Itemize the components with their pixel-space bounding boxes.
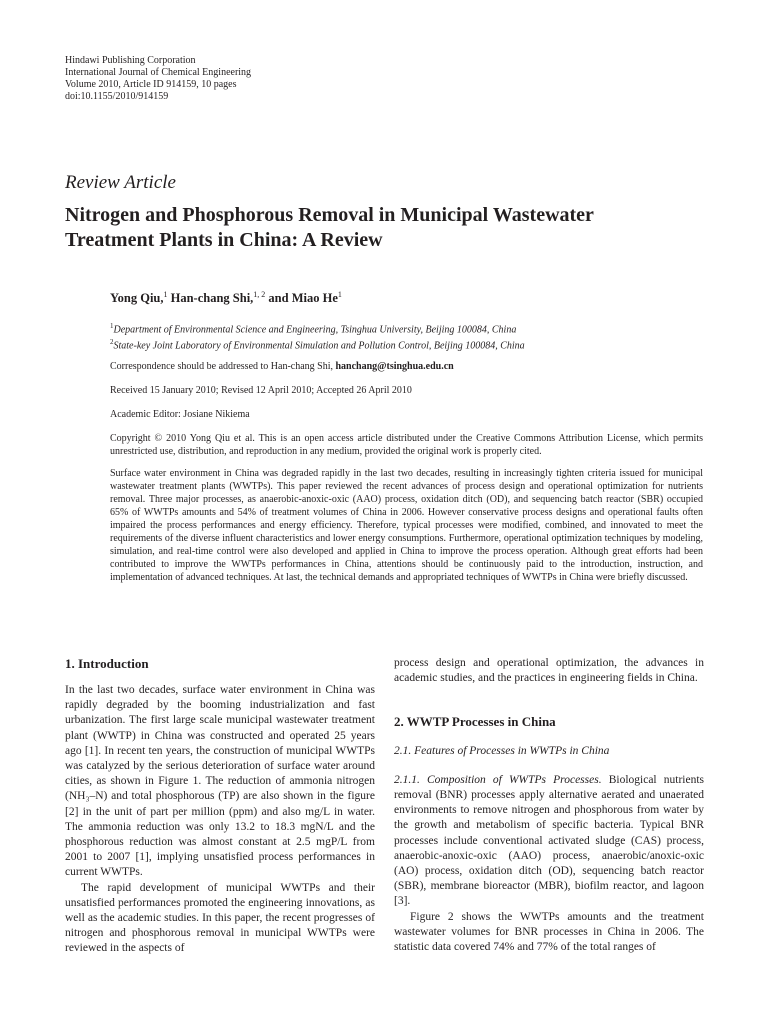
article-type: Review Article — [65, 172, 176, 193]
subsection-2-1-heading: 2.1. Features of Processes in WWTPs in China — [394, 744, 610, 757]
intro-paragraph-2: The rapid development of municipal WWTPs and their unsatisfied performances promoted the engineering innovations, as well as the academic studies. In this paper, the recent progresses of nitrogen and phosphorous removal in municipal WWTPs were reviewed in the aspects of — [65, 881, 375, 955]
title-line-1: Nitrogen and Phosphorous Removal in Municipal Wastewater — [65, 204, 594, 226]
author-3-affil: 1 — [337, 290, 342, 299]
title-line-2: Treatment Plants in China: A Review — [65, 229, 383, 251]
affiliation-2-marker: 2 — [110, 338, 114, 347]
intro-paragraph-1: In the last two decades, surface water environment in China was rapidly degraded by the booming industrialization and fast urbanization. The first large scale municipal wastewater treatment plant (WWTP) in China was constructed and operated 25 years ago [1]. In recent ten years, the construction of municipal WWTPs was catalyzed by the serious deterioration of surface water around cities, as shown in Figure 1. The reduction of ammonia nitrogen (NH₃–N) and total phosphorous (TP) are also shown in the figure [2] in the unit of part per million (ppm) and also mg/L in water. The ammonia reduction was only 13.2 to 18.3 mgN/L and the phosphorous reduction was almost constant at 2.5 mgP/L from 2001 to 2007 [1], implying unsatisfied process performances in current WWTPs. — [65, 684, 375, 879]
author-list — [110, 290, 342, 306]
subsubsection-2-1-1-text: Biological nutrients removal (BNR) processes apply alternative aerated and unaerated environments to remove nitrogen and phosphorous from water by the growth and metabolism of specific bacteria. Typical BNR processes include conventional activated sludge (CAS) process, anaerobic-anoxic-oxic (AAO) process, anaerobic/anoxic-oxic (AO) process, oxidation ditch (OD), sequencing batch reactor (SBR), membrane bioreactor (MBR), biofilm reactor, and lagoon [3]. — [394, 773, 704, 908]
article-dates: Received 15 January 2010; Revised 12 April 2010; Accepted 26 April 2010 — [110, 385, 412, 396]
right-column — [394, 656, 704, 955]
article-title — [65, 203, 715, 253]
author-1: Yong Qiu, — [110, 291, 164, 306]
intro-paragraph-3: process design and operational optimization, the advances in academic studies, and the practices in engineering fields in China. — [394, 657, 704, 685]
correspondence-email[interactable]: hanchang@tsinghua.edu.cn — [335, 361, 454, 372]
doi: doi:10.1155/2010/914159 — [65, 91, 169, 102]
section-1-heading: 1. Introduction — [65, 656, 149, 671]
copyright-notice: Copyright © 2010 Yong Qiu et al. This is an open access article distributed under the Creative Commons Attribution License, which permits unrestricted use, distribution, and reproduction in any medium, provided the original work is properly cited. — [110, 433, 703, 457]
subsubsection-2-1-1-title: 2.1.1. Composition of WWTPs Processes. — [394, 773, 602, 786]
author-2-affil: 1, 2 — [253, 290, 266, 299]
correspondence — [110, 360, 454, 373]
author-3: and Miao He — [268, 291, 338, 306]
correspondence-text: Correspondence should be addressed to Han-chang Shi, — [110, 361, 333, 372]
academic-editor: Academic Editor: Josiane Nikiema — [110, 409, 250, 420]
journal-header — [65, 55, 251, 103]
author-2: Han-chang Shi, — [170, 291, 254, 306]
affiliation-2: State-key Joint Laboratory of Environmental Simulation and Pollution Control, Beijing 100084, China — [113, 340, 525, 352]
abstract: Surface water environment in China was degraded rapidly in the last two decades, resulting in increasingly tighten criteria issued for municipal wastewater treatment plants (WWTPs). This paper reviewed the recent advances of process design and operational optimization for nutrients removal. Three major processes, as anaerobic-anoxic-oxic (AAO) process, oxidation ditch (OD), and sequencing batch reactor (SBR) occupied 65% of WWTPs amounts and 54% of treatment volumes of China in 2006. However conservative process designs and operational faults often impaired the process performances and energy efficiency. Therefore, typical processes were modified, combined, and innovated to meet the requirements of the diverse influent characteristics and lower energy consumptions. Furthermore, operational optimization techniques by modeling, simulation, and real-time control were also developed and applied in China to improve the process operation. Although great efforts had been contributed to improve the WWTPs performances in China, attentions should be continuously paid to the introduction, instruction, and implementation of advanced techniques. At last, the technical demands and appropriated techniques of WWTPs in China were briefly discussed. — [110, 468, 703, 583]
left-column — [65, 656, 375, 957]
author-1-affil: 1 — [163, 290, 168, 299]
publisher: Hindawi Publishing Corporation — [65, 55, 196, 66]
section-2-heading: 2. WWTP Processes in China — [394, 714, 556, 730]
affiliations — [110, 320, 525, 353]
section-2-paragraph-2: Figure 2 shows the WWTPs amounts and the treatment wastewater volumes for BNR processes in China in 2006. The statistic data covered 74% and 77% of the total ranges of — [394, 910, 704, 954]
volume-info: Volume 2010, Article ID 914159, 10 pages — [65, 79, 237, 90]
journal-name: International Journal of Chemical Engineering — [65, 67, 252, 78]
subsubsection-2-1-1 — [394, 773, 704, 910]
affiliation-1: Department of Environmental Science and Engineering, Tsinghua University, Beijing 100084, China — [113, 324, 517, 336]
affiliation-1-marker: 1 — [110, 322, 114, 330]
